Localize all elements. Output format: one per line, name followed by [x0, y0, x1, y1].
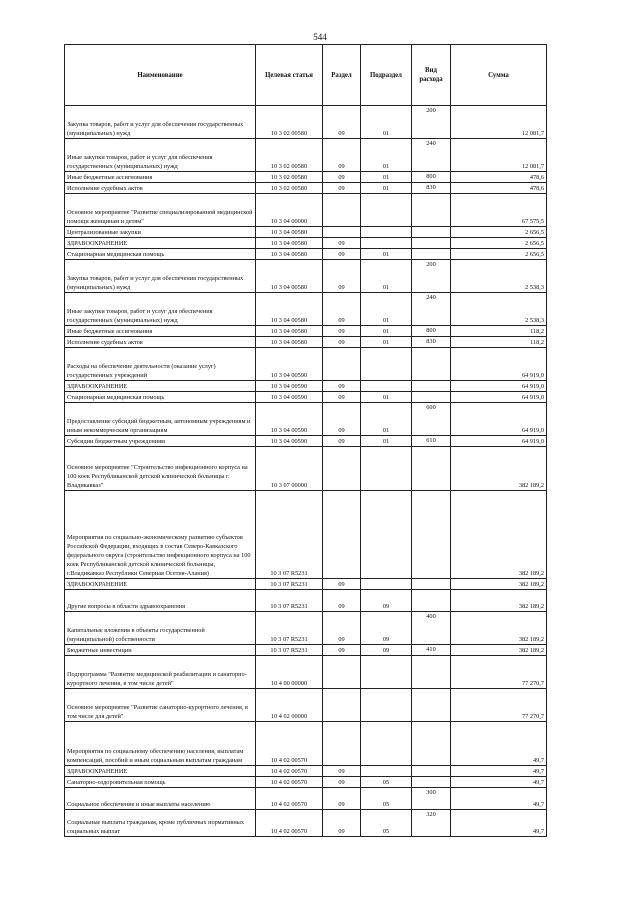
cell-subsection [361, 656, 412, 689]
cell-name: Основное мероприятие "Развитие специализированной медицинской помощи женщинам и детям" [65, 194, 256, 227]
cell-section: 09 [323, 392, 361, 403]
table-row [65, 139, 547, 172]
cell-target: 10 3 02 00580 [256, 106, 323, 139]
cell-type [412, 194, 451, 227]
cell-target: 10 3 07 00000 [256, 447, 323, 491]
cell-section: 09 [323, 139, 361, 172]
cell-name: ЗДРАВООХРАНЕНИЕ [65, 381, 256, 392]
cell-section [323, 656, 361, 689]
cell-subsection: 01 [361, 260, 412, 293]
cell-target: 10 3 04 00590 [256, 403, 323, 436]
cell-section [323, 194, 361, 227]
cell-type: 200 [412, 260, 451, 293]
table-row [65, 172, 547, 183]
cell-subsection: 09 [361, 590, 412, 612]
cell-type: 800 [412, 326, 451, 337]
cell-subsection: 01 [361, 392, 412, 403]
cell-name: Иные бюджетные ассигнования [65, 172, 256, 183]
cell-type: 300 [412, 788, 451, 810]
cell-subsection: 05 [361, 788, 412, 810]
cell-type [412, 590, 451, 612]
cell-name: Стационарная медицинская помощь [65, 249, 256, 260]
cell-section: 09 [323, 260, 361, 293]
table-row [65, 403, 547, 436]
cell-sum: 382 189,2 [451, 447, 547, 491]
table-row [65, 238, 547, 249]
cell-target: 10 4 02 00570 [256, 722, 323, 766]
cell-type [412, 491, 451, 579]
cell-subsection: 01 [361, 326, 412, 337]
page-number: 544 [313, 32, 327, 42]
table-row [65, 337, 547, 348]
cell-name: Иные бюджетные ассигнования [65, 326, 256, 337]
col-header-name: Наименование [65, 45, 256, 106]
cell-target: 10 3 04 00580 [256, 260, 323, 293]
cell-subsection [361, 491, 412, 579]
cell-name: Основное мероприятие "Развитие санаторно-курортного лечения, в том числе для детей" [65, 689, 256, 722]
cell-subsection [361, 348, 412, 381]
cell-name: Капитальные вложения в объекты государственной (муниципальной) собственности [65, 612, 256, 645]
cell-sum: 478,6 [451, 172, 547, 183]
cell-section: 09 [323, 238, 361, 249]
cell-target: 10 3 04 00590 [256, 381, 323, 392]
cell-target: 10 3 04 00590 [256, 436, 323, 447]
cell-section: 09 [323, 579, 361, 590]
table-row [65, 766, 547, 777]
cell-name: ЗДРАВООХРАНЕНИЕ [65, 579, 256, 590]
cell-sum: 64 919,0 [451, 348, 547, 381]
cell-name: Социальное обеспечение и иные выплаты населению [65, 788, 256, 810]
cell-subsection: 01 [361, 139, 412, 172]
cell-type [412, 249, 451, 260]
cell-name: Социальные выплаты гражданам, кроме публичных нормативных социальных выплат [65, 810, 256, 837]
cell-target: 10 3 02 00580 [256, 183, 323, 194]
cell-type [412, 227, 451, 238]
cell-target: 10 4 00 00000 [256, 656, 323, 689]
cell-sum: 2 656,5 [451, 238, 547, 249]
cell-sum: 2 538,3 [451, 260, 547, 293]
cell-sum: 2 656,5 [451, 227, 547, 238]
cell-subsection: 01 [361, 403, 412, 436]
cell-section: 09 [323, 381, 361, 392]
cell-sum: 382 189,2 [451, 491, 547, 579]
cell-section [323, 348, 361, 381]
cell-target: 10 3 04 00580 [256, 249, 323, 260]
table-row [65, 436, 547, 447]
cell-type: 800 [412, 172, 451, 183]
cell-target: 10 3 07 R5231 [256, 491, 323, 579]
cell-subsection: 05 [361, 810, 412, 837]
table-row [65, 656, 547, 689]
cell-sum: 64 919,0 [451, 392, 547, 403]
cell-name: Санаторно-оздоровительная помощь [65, 777, 256, 788]
cell-subsection [361, 381, 412, 392]
table-header-row [65, 45, 547, 106]
table-row [65, 612, 547, 645]
cell-section: 09 [323, 810, 361, 837]
cell-name: Иные закупки товаров, работ и услуг для обеспечения государственных (муниципальных) нужд [65, 293, 256, 326]
cell-sum: 77 270,7 [451, 656, 547, 689]
cell-sum: 64 919,0 [451, 403, 547, 436]
cell-type: 320 [412, 810, 451, 837]
cell-name: Стационарная медицинская помощь [65, 392, 256, 403]
col-header-sum: Сумма [451, 45, 547, 106]
cell-type [412, 689, 451, 722]
cell-section [323, 689, 361, 722]
table-row [65, 227, 547, 238]
cell-sum: 2 538,3 [451, 293, 547, 326]
table-row [65, 447, 547, 491]
cell-subsection: 01 [361, 172, 412, 183]
table-row [65, 722, 547, 766]
cell-section [323, 722, 361, 766]
cell-name: Централизованные закупки [65, 227, 256, 238]
cell-target: 10 3 07 R5231 [256, 645, 323, 656]
cell-target: 10 3 04 00580 [256, 337, 323, 348]
cell-subsection [361, 194, 412, 227]
cell-target: 10 4 02 00570 [256, 777, 323, 788]
cell-subsection: 09 [361, 612, 412, 645]
cell-sum: 382 189,2 [451, 579, 547, 590]
cell-section: 09 [323, 337, 361, 348]
cell-subsection [361, 238, 412, 249]
cell-name: Мероприятия по социально-экономическому развитию субъектов Российской Федерации, входящих в состав Северо-Кавказского федерального округа (строительство инфекционного корпуса на 100 коек Республиканской детской клинической больницы, г.Владикавказ Республики Северная Осетия-Алания) [65, 491, 256, 579]
table-row [65, 348, 547, 381]
table-row [65, 777, 547, 788]
cell-section: 09 [323, 249, 361, 260]
cell-section: 09 [323, 106, 361, 139]
cell-target: 10 3 02 00580 [256, 172, 323, 183]
table-row [65, 293, 547, 326]
cell-sum: 12 081,7 [451, 139, 547, 172]
cell-target: 10 3 04 00590 [256, 348, 323, 381]
cell-sum: 382 189,2 [451, 645, 547, 656]
table-row [65, 579, 547, 590]
cell-name: Бюджетные инвестиции [65, 645, 256, 656]
cell-subsection: 01 [361, 337, 412, 348]
cell-section [323, 447, 361, 491]
cell-name: Другие вопросы в области здравоохранения [65, 590, 256, 612]
cell-name: Предоставление субсидий бюджетным, автономным учреждениям и иным некоммерческим организациям [65, 403, 256, 436]
col-header-subsection: Подраздел [361, 45, 412, 106]
cell-type [412, 777, 451, 788]
col-header-type: Вид расхода [412, 45, 451, 106]
cell-subsection [361, 766, 412, 777]
cell-sum: 382 189,2 [451, 612, 547, 645]
cell-section: 09 [323, 590, 361, 612]
cell-target: 10 4 02 00570 [256, 810, 323, 837]
table-row [65, 183, 547, 194]
cell-name: Расходы на обеспечение деятельности (оказание услуг) государственных учреждений [65, 348, 256, 381]
cell-target: 10 3 07 R5231 [256, 612, 323, 645]
cell-sum: 2 656,5 [451, 249, 547, 260]
cell-sum: 64 919,0 [451, 436, 547, 447]
table-row [65, 106, 547, 139]
cell-type: 830 [412, 183, 451, 194]
cell-subsection [361, 722, 412, 766]
cell-name: Закупка товаров, работ и услуг для обеспечения государственных (муниципальных) нужд [65, 260, 256, 293]
cell-type [412, 238, 451, 249]
cell-sum: 49,7 [451, 722, 547, 766]
cell-type [412, 656, 451, 689]
cell-section [323, 227, 361, 238]
cell-type: 410 [412, 645, 451, 656]
cell-subsection: 01 [361, 183, 412, 194]
cell-type [412, 722, 451, 766]
cell-section: 09 [323, 326, 361, 337]
cell-section: 09 [323, 777, 361, 788]
cell-type: 200 [412, 106, 451, 139]
table-row [65, 381, 547, 392]
table-row [65, 810, 547, 837]
col-header-target: Целевая статья [256, 45, 323, 106]
cell-target: 10 3 02 00580 [256, 139, 323, 172]
cell-type: 600 [412, 403, 451, 436]
cell-target: 10 3 04 00590 [256, 392, 323, 403]
table-row [65, 788, 547, 810]
cell-type: 610 [412, 436, 451, 447]
cell-subsection [361, 227, 412, 238]
cell-sum: 64 919,0 [451, 381, 547, 392]
budget-table [64, 44, 547, 837]
cell-target: 10 3 04 00580 [256, 227, 323, 238]
cell-name: Субсидии бюджетным учреждениям [65, 436, 256, 447]
cell-type [412, 766, 451, 777]
table-row [65, 392, 547, 403]
cell-type: 830 [412, 337, 451, 348]
cell-target: 10 3 04 00580 [256, 238, 323, 249]
cell-section [323, 491, 361, 579]
table-row [65, 590, 547, 612]
cell-name: Подпрограмма "Развитие медицинской реабилитации и санаторно-курортного лечения, в том числе детей" [65, 656, 256, 689]
cell-target: 10 4 02 00570 [256, 766, 323, 777]
cell-sum: 382 189,2 [451, 590, 547, 612]
cell-type: 240 [412, 139, 451, 172]
cell-type [412, 392, 451, 403]
cell-name: Исполнение судебных актов [65, 183, 256, 194]
cell-subsection: 09 [361, 645, 412, 656]
cell-section: 09 [323, 766, 361, 777]
table-row [65, 249, 547, 260]
cell-sum: 77 270,7 [451, 689, 547, 722]
cell-type [412, 348, 451, 381]
cell-subsection: 01 [361, 249, 412, 260]
table-body [65, 106, 547, 837]
cell-type [412, 381, 451, 392]
cell-target: 10 3 04 00580 [256, 293, 323, 326]
cell-type [412, 447, 451, 491]
cell-subsection [361, 447, 412, 491]
cell-name: ЗДРАВООХРАНЕНИЕ [65, 766, 256, 777]
table-row [65, 260, 547, 293]
cell-sum: 478,6 [451, 183, 547, 194]
cell-subsection: 01 [361, 106, 412, 139]
table-row [65, 194, 547, 227]
cell-name: Закупка товаров, работ и услуг для обеспечения государственных (муниципальных) нужд [65, 106, 256, 139]
cell-target: 10 4 02 00570 [256, 788, 323, 810]
cell-section: 09 [323, 183, 361, 194]
cell-type: 240 [412, 293, 451, 326]
col-header-section: Раздел [323, 45, 361, 106]
cell-subsection: 05 [361, 777, 412, 788]
cell-type [412, 579, 451, 590]
cell-section: 09 [323, 293, 361, 326]
table-row [65, 491, 547, 579]
cell-section: 09 [323, 436, 361, 447]
cell-section: 09 [323, 612, 361, 645]
cell-subsection: 01 [361, 436, 412, 447]
cell-section: 09 [323, 403, 361, 436]
cell-target: 10 3 04 00000 [256, 194, 323, 227]
cell-target: 10 4 02 00000 [256, 689, 323, 722]
cell-type: 400 [412, 612, 451, 645]
cell-sum: 118,2 [451, 326, 547, 337]
cell-sum: 49,7 [451, 766, 547, 777]
table-row [65, 645, 547, 656]
cell-name: Исполнение судебных актов [65, 337, 256, 348]
cell-subsection [361, 579, 412, 590]
cell-target: 10 3 07 R5231 [256, 579, 323, 590]
cell-sum: 67 575,5 [451, 194, 547, 227]
cell-sum: 49,7 [451, 810, 547, 837]
cell-sum: 49,7 [451, 777, 547, 788]
cell-section: 09 [323, 788, 361, 810]
cell-target: 10 3 07 R5231 [256, 590, 323, 612]
cell-name: ЗДРАВООХРАНЕНИЕ [65, 238, 256, 249]
cell-name: Иные закупки товаров, работ и услуг для обеспечения государственных (муниципальных) нужд [65, 139, 256, 172]
cell-section: 09 [323, 645, 361, 656]
cell-section: 09 [323, 172, 361, 183]
cell-sum: 118,2 [451, 337, 547, 348]
cell-target: 10 3 04 00580 [256, 326, 323, 337]
cell-name: Мероприятия по социальному обеспечению населения, выплатам компенсаций, пособий и иным социальным выплатам гражданам [65, 722, 256, 766]
cell-subsection [361, 689, 412, 722]
table-row [65, 689, 547, 722]
cell-sum: 12 081,7 [451, 106, 547, 139]
table-row [65, 326, 547, 337]
cell-subsection: 01 [361, 293, 412, 326]
cell-name: Основное мероприятие "Строительство инфекционного корпуса на 100 коек Республиканской детской клинической больницы г. Владикавказ" [65, 447, 256, 491]
cell-sum: 49,7 [451, 788, 547, 810]
